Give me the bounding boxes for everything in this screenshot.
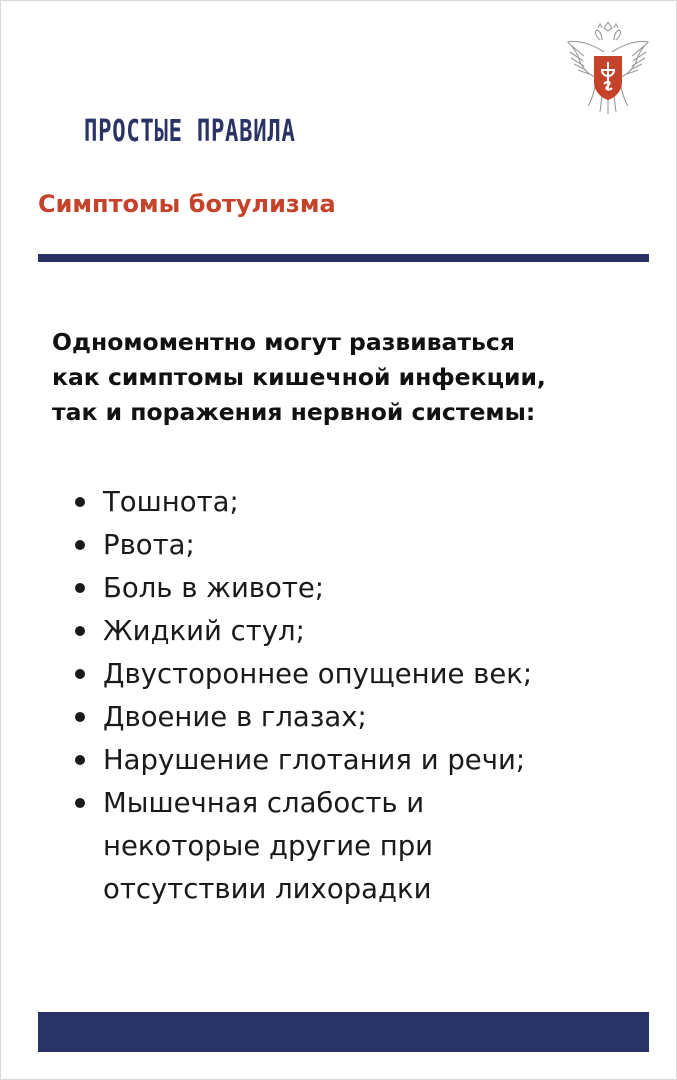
list-item — [72, 696, 652, 739]
bullet-icon — [75, 755, 85, 765]
list-item — [72, 782, 652, 911]
list-item — [72, 524, 652, 567]
page-title: ПРОСТЫЕ ПРАВИЛА — [84, 114, 296, 149]
list-item — [72, 610, 652, 653]
bullet-icon — [75, 626, 85, 636]
header-divider — [38, 254, 649, 262]
bullet-icon — [75, 669, 85, 679]
footer-bar — [38, 1012, 649, 1052]
list-item — [72, 653, 652, 696]
bullet-icon — [75, 540, 85, 550]
intro-line: как симптомы кишечной инфекции, — [52, 363, 546, 391]
list-item-text: Боль в животе; — [103, 572, 325, 604]
bullet-icon — [75, 712, 85, 722]
list-item — [72, 481, 652, 524]
intro-line: так и поражения нервной системы: — [52, 398, 536, 426]
eagle-emblem-icon — [564, 22, 652, 116]
bullet-icon — [75, 798, 85, 808]
list-item-text: Двоение в глазах; — [103, 701, 367, 733]
symptoms-list — [72, 481, 652, 911]
section-subtitle: Симптомы ботулизма — [38, 190, 336, 218]
bullet-icon — [75, 583, 85, 593]
list-item-text: Нарушение глотания и речи; — [103, 744, 526, 776]
bullet-icon — [75, 497, 85, 507]
list-item — [72, 567, 652, 610]
list-item-text: Рвота; — [103, 529, 195, 561]
list-item-text: Жидкий стул; — [103, 615, 305, 647]
list-item-text: Тошнота; — [103, 486, 239, 518]
list-item — [72, 739, 652, 782]
intro-paragraph — [52, 325, 642, 430]
intro-line: Одномоментно могут развиваться — [52, 328, 515, 356]
list-item-text: Двустороннее опущение век; — [103, 658, 533, 690]
list-item-text: Мышечная слабость и некоторые другие при отсутствии лихорадки — [103, 787, 434, 905]
